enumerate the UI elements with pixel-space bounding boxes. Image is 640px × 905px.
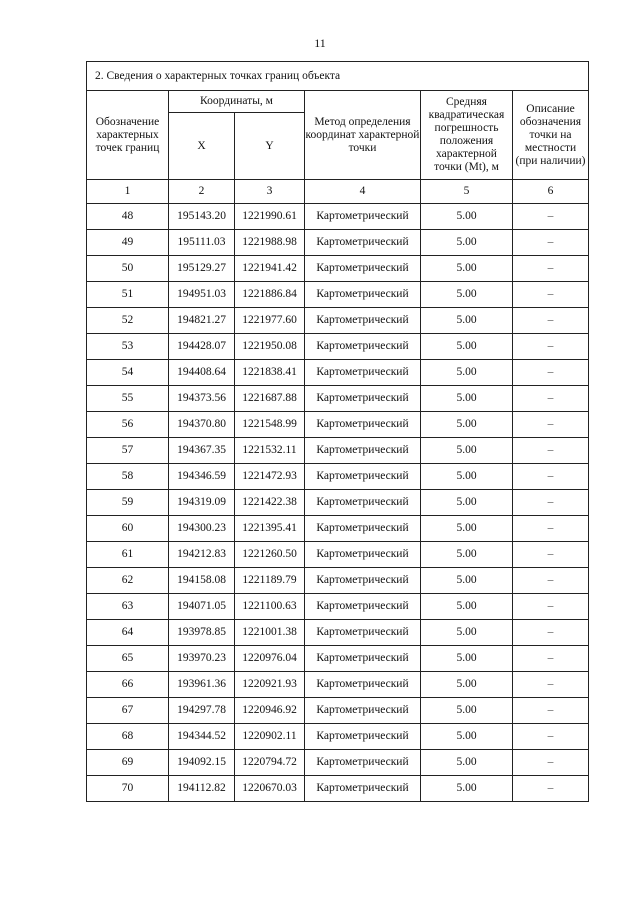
cell-description: – bbox=[513, 230, 589, 256]
cell-x: 194092.15 bbox=[169, 750, 235, 776]
boundary-points-table bbox=[86, 61, 589, 802]
table-row bbox=[87, 308, 589, 334]
cell-y: 1221990.61 bbox=[235, 204, 305, 230]
header-x: X bbox=[169, 113, 235, 180]
cell-mt: 5.00 bbox=[421, 464, 513, 490]
cell-method: Картометрический bbox=[305, 568, 421, 594]
cell-y: 1221472.93 bbox=[235, 464, 305, 490]
cell-mt: 5.00 bbox=[421, 698, 513, 724]
cell-method: Картометрический bbox=[305, 386, 421, 412]
column-number: 4 bbox=[305, 180, 421, 204]
cell-mt: 5.00 bbox=[421, 646, 513, 672]
cell-point: 54 bbox=[87, 360, 169, 386]
cell-point: 55 bbox=[87, 386, 169, 412]
cell-point: 63 bbox=[87, 594, 169, 620]
cell-y: 1221100.63 bbox=[235, 594, 305, 620]
cell-y: 1220921.93 bbox=[235, 672, 305, 698]
cell-y: 1220670.03 bbox=[235, 776, 305, 802]
cell-y: 1221977.60 bbox=[235, 308, 305, 334]
table-row bbox=[87, 568, 589, 594]
table-row bbox=[87, 724, 589, 750]
table-row bbox=[87, 490, 589, 516]
cell-x: 194300.23 bbox=[169, 516, 235, 542]
cell-point: 60 bbox=[87, 516, 169, 542]
cell-point: 69 bbox=[87, 750, 169, 776]
cell-point: 57 bbox=[87, 438, 169, 464]
table-row bbox=[87, 256, 589, 282]
cell-description: – bbox=[513, 360, 589, 386]
cell-description: – bbox=[513, 204, 589, 230]
cell-mt: 5.00 bbox=[421, 282, 513, 308]
cell-method: Картометрический bbox=[305, 282, 421, 308]
cell-y: 1221395.41 bbox=[235, 516, 305, 542]
cell-y: 1221988.98 bbox=[235, 230, 305, 256]
cell-point: 67 bbox=[87, 698, 169, 724]
cell-point: 48 bbox=[87, 204, 169, 230]
table-row bbox=[87, 620, 589, 646]
cell-point: 56 bbox=[87, 412, 169, 438]
cell-x: 194370.80 bbox=[169, 412, 235, 438]
cell-mt: 5.00 bbox=[421, 542, 513, 568]
cell-x: 194297.78 bbox=[169, 698, 235, 724]
cell-point: 50 bbox=[87, 256, 169, 282]
cell-mt: 5.00 bbox=[421, 308, 513, 334]
cell-description: – bbox=[513, 386, 589, 412]
header-method: Метод определения координат характерной точки bbox=[305, 91, 421, 180]
cell-description: – bbox=[513, 620, 589, 646]
cell-method: Картометрический bbox=[305, 672, 421, 698]
cell-method: Картометрический bbox=[305, 412, 421, 438]
cell-method: Картометрический bbox=[305, 256, 421, 282]
cell-method: Картометрический bbox=[305, 750, 421, 776]
table-row bbox=[87, 360, 589, 386]
cell-y: 1221532.11 bbox=[235, 438, 305, 464]
cell-x: 194408.64 bbox=[169, 360, 235, 386]
table-row bbox=[87, 594, 589, 620]
cell-x: 194158.08 bbox=[169, 568, 235, 594]
cell-mt: 5.00 bbox=[421, 750, 513, 776]
cell-method: Картометрический bbox=[305, 594, 421, 620]
cell-x: 194367.35 bbox=[169, 438, 235, 464]
cell-x: 194112.82 bbox=[169, 776, 235, 802]
cell-method: Картометрический bbox=[305, 204, 421, 230]
cell-x: 194346.59 bbox=[169, 464, 235, 490]
column-number-row bbox=[87, 180, 589, 204]
cell-x: 193978.85 bbox=[169, 620, 235, 646]
cell-point: 68 bbox=[87, 724, 169, 750]
table-row bbox=[87, 438, 589, 464]
cell-x: 193961.36 bbox=[169, 672, 235, 698]
cell-x: 193970.23 bbox=[169, 646, 235, 672]
cell-description: – bbox=[513, 256, 589, 282]
cell-mt: 5.00 bbox=[421, 360, 513, 386]
cell-point: 49 bbox=[87, 230, 169, 256]
cell-description: – bbox=[513, 594, 589, 620]
header-description: Описание обозначения точки на местности (при наличии) bbox=[513, 91, 589, 180]
table-row bbox=[87, 230, 589, 256]
cell-x: 194071.05 bbox=[169, 594, 235, 620]
cell-point: 51 bbox=[87, 282, 169, 308]
table-row bbox=[87, 282, 589, 308]
cell-method: Картометрический bbox=[305, 698, 421, 724]
cell-mt: 5.00 bbox=[421, 438, 513, 464]
cell-y: 1221687.88 bbox=[235, 386, 305, 412]
cell-method: Картометрический bbox=[305, 334, 421, 360]
cell-y: 1221001.38 bbox=[235, 620, 305, 646]
cell-x: 194319.09 bbox=[169, 490, 235, 516]
column-number: 2 bbox=[169, 180, 235, 204]
cell-point: 53 bbox=[87, 334, 169, 360]
cell-method: Картометрический bbox=[305, 516, 421, 542]
table-row bbox=[87, 776, 589, 802]
table-row bbox=[87, 412, 589, 438]
table-row bbox=[87, 542, 589, 568]
table-row bbox=[87, 672, 589, 698]
table-row bbox=[87, 698, 589, 724]
cell-point: 59 bbox=[87, 490, 169, 516]
cell-mt: 5.00 bbox=[421, 230, 513, 256]
cell-y: 1220946.92 bbox=[235, 698, 305, 724]
cell-description: – bbox=[513, 724, 589, 750]
cell-mt: 5.00 bbox=[421, 594, 513, 620]
cell-mt: 5.00 bbox=[421, 334, 513, 360]
cell-y: 1220794.72 bbox=[235, 750, 305, 776]
cell-y: 1221838.41 bbox=[235, 360, 305, 386]
cell-mt: 5.00 bbox=[421, 256, 513, 282]
cell-y: 1221189.79 bbox=[235, 568, 305, 594]
cell-point: 66 bbox=[87, 672, 169, 698]
header-accuracy: Средняя квадратическая погрешность положения характерной точки (Mt), м bbox=[421, 91, 513, 180]
cell-description: – bbox=[513, 646, 589, 672]
table-row bbox=[87, 516, 589, 542]
header-point-designation: Обозначение характерных точек границ bbox=[87, 91, 169, 180]
cell-method: Картометрический bbox=[305, 464, 421, 490]
cell-method: Картометрический bbox=[305, 620, 421, 646]
cell-description: – bbox=[513, 334, 589, 360]
cell-point: 64 bbox=[87, 620, 169, 646]
cell-y: 1221548.99 bbox=[235, 412, 305, 438]
header-y: Y bbox=[235, 113, 305, 180]
cell-description: – bbox=[513, 672, 589, 698]
cell-y: 1220976.04 bbox=[235, 646, 305, 672]
cell-x: 194373.56 bbox=[169, 386, 235, 412]
cell-method: Картометрический bbox=[305, 724, 421, 750]
cell-point: 70 bbox=[87, 776, 169, 802]
table-row bbox=[87, 334, 589, 360]
cell-description: – bbox=[513, 308, 589, 334]
table-row bbox=[87, 750, 589, 776]
cell-description: – bbox=[513, 412, 589, 438]
cell-description: – bbox=[513, 438, 589, 464]
cell-description: – bbox=[513, 698, 589, 724]
cell-mt: 5.00 bbox=[421, 412, 513, 438]
column-number: 6 bbox=[513, 180, 589, 204]
cell-y: 1221941.42 bbox=[235, 256, 305, 282]
cell-x: 194951.03 bbox=[169, 282, 235, 308]
cell-method: Картометрический bbox=[305, 490, 421, 516]
column-number: 1 bbox=[87, 180, 169, 204]
cell-x: 194344.52 bbox=[169, 724, 235, 750]
cell-mt: 5.00 bbox=[421, 386, 513, 412]
header-coordinates: Координаты, м bbox=[169, 91, 305, 113]
cell-method: Картометрический bbox=[305, 776, 421, 802]
cell-point: 61 bbox=[87, 542, 169, 568]
cell-method: Картометрический bbox=[305, 542, 421, 568]
cell-point: 62 bbox=[87, 568, 169, 594]
cell-description: – bbox=[513, 542, 589, 568]
cell-method: Картометрический bbox=[305, 438, 421, 464]
cell-description: – bbox=[513, 490, 589, 516]
cell-x: 194428.07 bbox=[169, 334, 235, 360]
cell-y: 1221260.50 bbox=[235, 542, 305, 568]
cell-x: 195111.03 bbox=[169, 230, 235, 256]
table-row bbox=[87, 464, 589, 490]
cell-point: 58 bbox=[87, 464, 169, 490]
cell-mt: 5.00 bbox=[421, 620, 513, 646]
cell-mt: 5.00 bbox=[421, 204, 513, 230]
column-number: 5 bbox=[421, 180, 513, 204]
cell-x: 195129.27 bbox=[169, 256, 235, 282]
cell-y: 1221886.84 bbox=[235, 282, 305, 308]
cell-description: – bbox=[513, 568, 589, 594]
cell-description: – bbox=[513, 750, 589, 776]
cell-point: 52 bbox=[87, 308, 169, 334]
cell-y: 1220902.11 bbox=[235, 724, 305, 750]
cell-x: 195143.20 bbox=[169, 204, 235, 230]
cell-method: Картометрический bbox=[305, 360, 421, 386]
table-row bbox=[87, 646, 589, 672]
cell-x: 194212.83 bbox=[169, 542, 235, 568]
cell-description: – bbox=[513, 776, 589, 802]
cell-description: – bbox=[513, 282, 589, 308]
cell-x: 194821.27 bbox=[169, 308, 235, 334]
cell-y: 1221950.08 bbox=[235, 334, 305, 360]
cell-description: – bbox=[513, 516, 589, 542]
cell-point: 65 bbox=[87, 646, 169, 672]
section-title: 2. Сведения о характерных точках границ объекта bbox=[87, 62, 589, 91]
cell-mt: 5.00 bbox=[421, 776, 513, 802]
cell-y: 1221422.38 bbox=[235, 490, 305, 516]
cell-mt: 5.00 bbox=[421, 724, 513, 750]
cell-method: Картометрический bbox=[305, 230, 421, 256]
cell-method: Картометрический bbox=[305, 308, 421, 334]
table-row bbox=[87, 386, 589, 412]
cell-method: Картометрический bbox=[305, 646, 421, 672]
cell-mt: 5.00 bbox=[421, 490, 513, 516]
cell-mt: 5.00 bbox=[421, 672, 513, 698]
cell-mt: 5.00 bbox=[421, 568, 513, 594]
cell-mt: 5.00 bbox=[421, 516, 513, 542]
column-number: 3 bbox=[235, 180, 305, 204]
page-number: 11 bbox=[314, 36, 326, 50]
table-row bbox=[87, 204, 589, 230]
cell-description: – bbox=[513, 464, 589, 490]
